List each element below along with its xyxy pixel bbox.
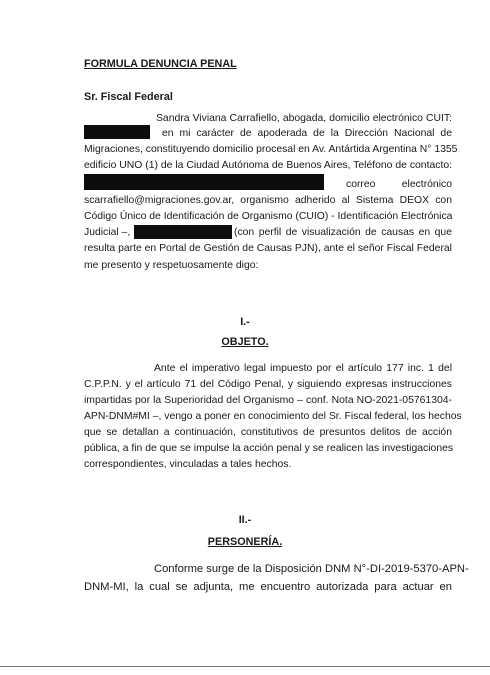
- section-1-line: impartidas por la Superioridad del Organismo – conf. Nota NO-2021-05761304-: [84, 395, 452, 406]
- intro-line-8b: (con perfil de visualización de causas en que: [234, 227, 452, 238]
- intro-line-2: en mi carácter de apoderada de la Dirección Nacional de: [162, 128, 452, 139]
- section-1-line: Ante el imperativo legal impuesto por el artículo 177 inc. 1 del: [154, 363, 452, 374]
- document-heading: FORMULA DENUNCIA PENAL: [84, 58, 237, 70]
- page-bottom-edge: [0, 666, 490, 667]
- section-2-line: DNM-MI, la cual se adjunta, me encuentro autorizada para actuar en: [84, 581, 452, 593]
- intro-line-4: edificio UNO (1) de la Ciudad Autónoma de Buenos Aires, Teléfono de contacto:: [84, 160, 452, 171]
- intro-line-10: me presento y respetuosamente digo:: [84, 260, 259, 271]
- intro-line-5: correo electrónico: [346, 179, 452, 190]
- section-1-line: C.P.P.N. y el artículo 71 del Código Penal, y siguiendo expresas instrucciones: [84, 379, 452, 390]
- redaction-phone: [84, 174, 324, 190]
- intro-line-6: scarrafiello@migraciones.gov.ar, organismo adherido al Sistema DEOX con: [84, 195, 452, 206]
- section-1-line: APN-DNM#MI –, vengo a poner en conocimiento del Sr. Fiscal federal, los hechos: [84, 411, 462, 422]
- section-1-line: pública, a fin de que se impulse la acción penal y se realicen las investigaciones: [84, 443, 454, 454]
- redaction-cuit: [84, 125, 150, 139]
- intro-line-3: Migraciones, constituyendo domicilio procesal en Av. Antártida Argentina N° 1355: [84, 144, 458, 155]
- section-1-line: correspondientes, vinculadas a tales hechos.: [84, 459, 292, 470]
- section-1-line: que se detallan a continuación, constitutivos de presuntos delitos de acción: [84, 427, 452, 438]
- section-2-number: II.-: [238, 514, 252, 526]
- section-2-line: Conforme surge de la Disposición DNM N°-DI-2019-5370-APN-: [154, 563, 469, 575]
- intro-line-9: resulta parte en Portal de Gestión de Causas PJN), ante el señor Fiscal Federal: [84, 243, 452, 254]
- intro-line-1: Sandra Viviana Carrafiello, abogada, domicilio electrónico CUIT:: [156, 113, 452, 124]
- intro-line-8a: Judicial –,: [84, 227, 131, 238]
- section-1-title: OBJETO.: [221, 336, 269, 348]
- section-1-number: I.-: [240, 316, 250, 328]
- redaction-id: [134, 225, 232, 239]
- intro-line-7: Código Único de Identificación de Organismo (CUIO) - Identificación Electrónica: [84, 211, 453, 222]
- addressee: Sr. Fiscal Federal: [84, 91, 173, 103]
- section-2-title: PERSONERÍA.: [207, 536, 283, 548]
